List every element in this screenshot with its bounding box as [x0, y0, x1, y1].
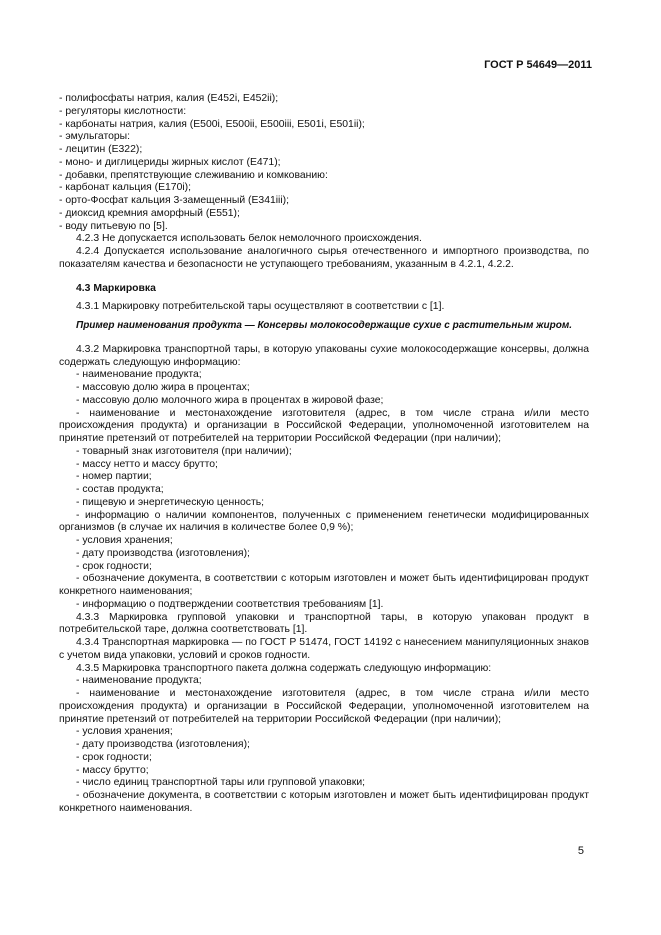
- list-item: - массовую долю молочного жира в процентах в жировой фазе;: [76, 394, 384, 406]
- list-item: - диоксид кремния аморфный (E551);: [59, 207, 240, 219]
- list-item: - массовую долю жира в процентах;: [76, 382, 250, 393]
- clause-4-3-2: 4.3.2 Маркировка транспортной тары, в которую упакованы сухие молокосодержащие консервы, должна содержать следующую информацию:: [59, 343, 589, 368]
- document-header: ГОСТ Р 54649—2011: [484, 59, 592, 71]
- section-heading: 4.3 Маркировка: [76, 282, 156, 294]
- list-item: - номер партии;: [76, 471, 152, 483]
- list-item: - условия хранения;: [76, 726, 173, 738]
- list-item: - массу нетто и массу брутто;: [76, 458, 218, 470]
- list-item: - воду питьевую по [5].: [59, 220, 168, 232]
- list-item: - пищевую и энергетическую ценность;: [76, 496, 265, 508]
- list-item: - срок годности;: [76, 560, 152, 572]
- list-item: - дату производства (изготовления);: [76, 547, 250, 559]
- clause-4-3-4: 4.3.4 Транспортная маркировка — по ГОСТ Р 51474, ГОСТ 14192 с нанесением манипуляционных знаков с учетом вида упаковки, условий и сроков годности.: [59, 637, 589, 661]
- list-item: - наименование продукта;: [76, 369, 202, 381]
- list-item: - число единиц транспортной тары или групповой упаковки;: [76, 777, 366, 789]
- list-item: - карбонат кальция (E170i);: [59, 182, 192, 194]
- list-item: - орто-Фосфат кальция 3-замещенный (E341iii);: [59, 195, 290, 206]
- clause-4-2-3: 4.2.3 Не допускается использовать белок немолочного происхождения.: [76, 233, 422, 245]
- list-item: - лецитин (E322);: [59, 144, 143, 155]
- list-item: - регуляторы кислотности:: [59, 105, 187, 117]
- clause-4-3-3: 4.3.3 Маркировка групповой упаковки и транспортной тары, в которую упакован продукт в потребительской таре, должна соответствовать [1].: [59, 611, 589, 636]
- list-item: - наименование и местонахождение изготовителя (адрес, в том числе страна и/или место происхождения продукта) и организации в Российской Федерации, уполномоченной изготовителем на принятие претензий от потребителей на территории Российской Федерации (при наличии);: [59, 688, 589, 725]
- list-item: - обозначение документа, в соответствии с которым изготовлен и может быть идентифицирован продукт конкретного наименования.: [59, 790, 589, 814]
- list-item: - дату производства (изготовления);: [76, 739, 250, 750]
- clause-4-2-4: 4.2.4 Допускается использование аналогичного сырья отечественного и импортного производства, по показателям качества и безопасности не уступающего требованиям, указанным в 4.2.1, 4.2.2.: [59, 246, 589, 270]
- top-list: [59, 93, 589, 233]
- list-item: - информацию о подтверждении соответствия требованиям [1].: [76, 598, 384, 610]
- list-4-3-5: [59, 675, 589, 815]
- clause-4-3-5: 4.3.5 Маркировка транспортного пакета должна содержать следующую информацию:: [76, 662, 492, 674]
- list-item: - информацию о наличии компонентов, полученных с применением генетически модифицированных организмов (в случае их наличия в количестве более 0,9 %);: [59, 509, 589, 534]
- list-4-3-2: [59, 369, 589, 611]
- list-item: - эмульгаторы:: [59, 131, 131, 143]
- list-item: - полифосфаты натрия, калия (E452i, E452ii);: [59, 93, 279, 104]
- example-note: Пример наименования продукта — Консервы молокосодержащие сухие с растительным жиром.: [76, 320, 573, 331]
- list-item: - обозначение документа, в соответствии с которым изготовлен и может быть идентифицирован продукт конкретного наименования;: [59, 573, 589, 597]
- list-item: - условия хранения;: [76, 535, 173, 546]
- list-item: - карбонаты натрия, калия (E500i, E500ii, E500iii, E501i, E501ii);: [59, 118, 365, 130]
- clause-4-3-1: 4.3.1 Маркировку потребительской тары осуществляют в соответствии с [1].: [76, 301, 445, 313]
- page-number: 5: [577, 845, 584, 857]
- list-item: - срок годности;: [76, 751, 152, 763]
- list-item: - наименование и местонахождение изготовителя (адрес, в том числе страна и/или место происхождения продукта) и организации в Российской Федерации, уполномоченной изготовителем на принятие претензий от потребителей на территории Российской Федерации (при наличии);: [59, 407, 589, 444]
- list-item: - массу брутто;: [76, 764, 149, 776]
- list-item: - наименование продукта;: [76, 675, 202, 687]
- list-item: - добавки, препятствующие слеживанию и комкованию:: [59, 169, 328, 181]
- list-item: - товарный знак изготовителя (при наличии);: [76, 445, 292, 457]
- list-item: - состав продукта;: [76, 484, 164, 495]
- page-body: [59, 93, 589, 816]
- list-item: - моно- и диглицериды жирных кислот (E471);: [59, 156, 281, 168]
